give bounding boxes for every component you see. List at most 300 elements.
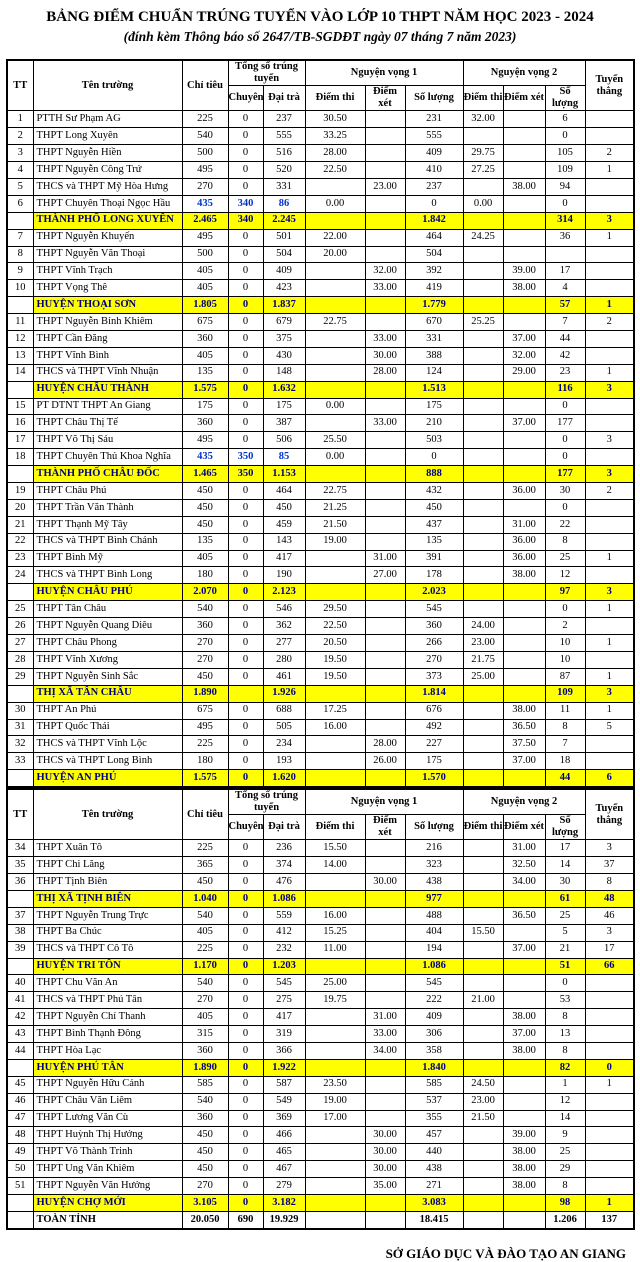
nv2-review-score-cell <box>503 1076 545 1093</box>
school-name-cell: THCS và THPT Phú Tân <box>33 992 182 1009</box>
grand-total-row <box>7 1211 634 1228</box>
school-name-cell: HUYỆN PHÚ TÂN <box>33 1059 182 1076</box>
nv2-quantity-cell: 10 <box>545 635 585 652</box>
school-name-cell: THPT Bình Thạnh Đông <box>33 1026 182 1043</box>
school-row <box>7 1093 634 1110</box>
general-cell: 412 <box>263 924 305 941</box>
district-total-row <box>7 770 634 787</box>
direct-admission-cell: 1 <box>585 1076 634 1093</box>
nv1-review-score-cell <box>365 499 405 516</box>
specialized-cell: 0 <box>228 145 263 162</box>
nv2-exam-score-cell <box>463 1043 503 1060</box>
general-cell: 450 <box>263 499 305 516</box>
nv2-quantity-cell: 5 <box>545 924 585 941</box>
general-cell: 232 <box>263 941 305 958</box>
direct-admission-cell: 1 <box>585 635 634 652</box>
nv1-exam-score-cell <box>305 331 365 348</box>
nv2-review-score-cell <box>503 635 545 652</box>
nv2-exam-score-cell: 24.00 <box>463 618 503 635</box>
nv2-review-score-cell <box>503 975 545 992</box>
nv2-exam-score-cell <box>463 466 503 483</box>
nv2-review-score-cell <box>503 145 545 162</box>
col-header-specialized: Chuyên <box>228 815 263 840</box>
specialized-cell: 0 <box>228 229 263 246</box>
district-total-row <box>7 1059 634 1076</box>
school-name-cell: THPT An Phú <box>33 702 182 719</box>
row-number-cell: 26 <box>7 618 33 635</box>
nv1-quantity-cell: 0 <box>405 449 463 466</box>
nv1-quantity-cell: 323 <box>405 857 463 874</box>
row-number-cell: 33 <box>7 753 33 770</box>
quota-cell: 3.105 <box>182 1195 228 1212</box>
direct-admission-cell <box>585 280 634 297</box>
nv2-quantity-cell: 0 <box>545 128 585 145</box>
row-number-cell: 21 <box>7 516 33 533</box>
school-row <box>7 314 634 331</box>
direct-admission-cell <box>585 347 634 364</box>
nv2-review-score-cell <box>503 1211 545 1228</box>
quota-cell: 225 <box>182 941 228 958</box>
nv1-review-score-cell <box>365 685 405 702</box>
score-tables-area <box>6 59 640 1230</box>
nv2-review-score-cell <box>503 229 545 246</box>
quota-cell: 2.070 <box>182 584 228 601</box>
nv2-review-score-cell <box>503 111 545 128</box>
specialized-cell: 0 <box>228 381 263 398</box>
nv2-review-score-cell: 38.00 <box>503 567 545 584</box>
quota-cell: 20.050 <box>182 1211 228 1228</box>
specialized-cell: 0 <box>228 1009 263 1026</box>
school-row <box>7 941 634 958</box>
nv2-quantity-cell: 42 <box>545 347 585 364</box>
school-name-cell: THCS và THPT Cô Tô <box>33 941 182 958</box>
specialized-cell: 0 <box>228 924 263 941</box>
general-cell: 2.245 <box>263 212 305 229</box>
quota-cell: 270 <box>182 992 228 1009</box>
nv1-review-score-cell: 31.00 <box>365 1009 405 1026</box>
nv1-quantity-cell: 392 <box>405 263 463 280</box>
nv2-quantity-cell: 0 <box>545 432 585 449</box>
direct-admission-cell <box>585 179 634 196</box>
nv1-review-score-cell <box>365 635 405 652</box>
quota-cell: 540 <box>182 907 228 924</box>
nv1-review-score-cell <box>365 924 405 941</box>
nv1-review-score-cell: 26.00 <box>365 753 405 770</box>
school-row <box>7 1127 634 1144</box>
quota-cell: 225 <box>182 111 228 128</box>
general-cell: 236 <box>263 840 305 857</box>
general-cell: 555 <box>263 128 305 145</box>
direct-admission-cell: 46 <box>585 907 634 924</box>
school-row <box>7 924 634 941</box>
nv2-exam-score-cell <box>463 432 503 449</box>
nv1-quantity-cell: 670 <box>405 314 463 331</box>
specialized-cell: 0 <box>228 398 263 415</box>
nv2-quantity-cell: 14 <box>545 857 585 874</box>
quota-cell: 1.040 <box>182 890 228 907</box>
school-row <box>7 162 634 179</box>
quota-cell: 405 <box>182 280 228 297</box>
nv1-quantity-cell: 488 <box>405 907 463 924</box>
general-cell: 1.153 <box>263 466 305 483</box>
school-name-cell: HUYỆN TRI TÔN <box>33 958 182 975</box>
school-name-cell: THPT Vĩnh Xương <box>33 651 182 668</box>
row-number-cell: 6 <box>7 195 33 212</box>
school-name-cell: THPT Vĩnh Trạch <box>33 263 182 280</box>
quota-cell: 1.575 <box>182 381 228 398</box>
nv1-exam-score-cell <box>305 685 365 702</box>
quota-cell: 270 <box>182 635 228 652</box>
quota-cell: 540 <box>182 601 228 618</box>
nv1-quantity-cell: 545 <box>405 975 463 992</box>
school-row <box>7 857 634 874</box>
quota-cell: 225 <box>182 840 228 857</box>
nv1-review-score-cell <box>365 212 405 229</box>
nv1-quantity-cell: 271 <box>405 1178 463 1195</box>
nv1-review-score-cell <box>365 516 405 533</box>
nv2-exam-score-cell <box>463 128 503 145</box>
school-name-cell: THCS và THPT Vĩnh Nhuận <box>33 364 182 381</box>
nv1-exam-score-cell <box>305 381 365 398</box>
score-table <box>6 59 635 788</box>
nv2-exam-score-cell: 27.25 <box>463 162 503 179</box>
nv2-review-score-cell <box>503 924 545 941</box>
nv1-quantity-cell: 227 <box>405 736 463 753</box>
general-cell: 467 <box>263 1161 305 1178</box>
row-number-cell <box>7 770 33 787</box>
row-number-cell <box>7 890 33 907</box>
nv2-quantity-cell: 177 <box>545 466 585 483</box>
school-row <box>7 449 634 466</box>
nv2-quantity-cell: 0 <box>545 195 585 212</box>
row-number-cell: 7 <box>7 229 33 246</box>
school-name-cell: PTTH Sư Phạm AG <box>33 111 182 128</box>
quota-cell: 270 <box>182 179 228 196</box>
row-number-cell: 14 <box>7 364 33 381</box>
school-name-cell: THPT Nguyễn Văn Thoại <box>33 246 182 263</box>
school-row <box>7 128 634 145</box>
nv1-review-score-cell <box>365 584 405 601</box>
nv1-review-score-cell: 33.00 <box>365 331 405 348</box>
nv2-exam-score-cell: 25.00 <box>463 668 503 685</box>
col-header-general: Đại trà <box>263 815 305 840</box>
quota-cell: 365 <box>182 857 228 874</box>
nv2-exam-score-cell <box>463 840 503 857</box>
general-cell: 193 <box>263 753 305 770</box>
nv2-exam-score-cell <box>463 533 503 550</box>
nv1-exam-score-cell <box>305 280 365 297</box>
row-number-cell: 29 <box>7 668 33 685</box>
general-cell: 275 <box>263 992 305 1009</box>
quota-cell: 405 <box>182 347 228 364</box>
nv1-quantity-cell: 410 <box>405 162 463 179</box>
specialized-cell: 0 <box>228 331 263 348</box>
direct-admission-cell: 3 <box>585 840 634 857</box>
nv1-review-score-cell <box>365 381 405 398</box>
row-number-cell: 11 <box>7 314 33 331</box>
nv1-exam-score-cell: 19.75 <box>305 992 365 1009</box>
general-cell: 679 <box>263 314 305 331</box>
district-total-row <box>7 1195 634 1212</box>
specialized-cell: 0 <box>228 1093 263 1110</box>
specialized-cell: 0 <box>228 1043 263 1060</box>
school-name-cell: THPT Nguyễn Sinh Sắc <box>33 668 182 685</box>
direct-admission-cell <box>585 1161 634 1178</box>
col-header-review-score: Điểm xét <box>503 815 545 840</box>
school-name-cell: HUYỆN AN PHÚ <box>33 770 182 787</box>
nv1-review-score-cell: 27.00 <box>365 567 405 584</box>
direct-admission-cell: 37 <box>585 857 634 874</box>
specialized-cell: 0 <box>228 1110 263 1127</box>
row-number-cell: 12 <box>7 331 33 348</box>
nv2-review-score-cell <box>503 1195 545 1212</box>
general-cell: 466 <box>263 1127 305 1144</box>
nv1-quantity-cell: 409 <box>405 1009 463 1026</box>
row-number-cell <box>7 1059 33 1076</box>
nv2-review-score-cell <box>503 992 545 1009</box>
row-number-cell: 3 <box>7 145 33 162</box>
school-name-cell: THPT Nguyễn Chí Thanh <box>33 1009 182 1026</box>
nv2-quantity-cell <box>545 246 585 263</box>
school-row <box>7 651 634 668</box>
specialized-cell: 0 <box>228 567 263 584</box>
direct-admission-cell: 8 <box>585 874 634 891</box>
nv1-review-score-cell: 30.00 <box>365 1144 405 1161</box>
district-total-row <box>7 381 634 398</box>
quota-cell: 1.890 <box>182 1059 228 1076</box>
school-name-cell: THPT Cần Đăng <box>33 331 182 348</box>
nv2-exam-score-cell <box>463 1161 503 1178</box>
nv2-exam-score-cell <box>463 212 503 229</box>
school-name-cell: HUYỆN CHÂU THÀNH <box>33 381 182 398</box>
direct-admission-cell: 5 <box>585 719 634 736</box>
nv1-quantity-cell: 545 <box>405 601 463 618</box>
nv2-review-score-cell <box>503 890 545 907</box>
general-cell: 148 <box>263 364 305 381</box>
nv1-quantity-cell: 492 <box>405 719 463 736</box>
school-name-cell: THPT Châu Phú <box>33 483 182 500</box>
col-header-exam-score: Điểm thi <box>305 86 365 111</box>
nv1-quantity-cell: 178 <box>405 567 463 584</box>
nv2-review-score-cell <box>503 1110 545 1127</box>
specialized-cell: 0 <box>228 1144 263 1161</box>
row-number-cell: 51 <box>7 1178 33 1195</box>
specialized-cell: 0 <box>228 601 263 618</box>
row-number-cell: 50 <box>7 1161 33 1178</box>
direct-admission-cell <box>585 331 634 348</box>
nv1-review-score-cell <box>365 128 405 145</box>
nv2-review-score-cell: 38.00 <box>503 702 545 719</box>
nv1-review-score-cell <box>365 162 405 179</box>
school-row <box>7 1178 634 1195</box>
general-cell: 546 <box>263 601 305 618</box>
nv1-quantity-cell: 504 <box>405 246 463 263</box>
school-name-cell: HUYỆN THOẠI SƠN <box>33 297 182 314</box>
direct-admission-cell: 1 <box>585 668 634 685</box>
nv2-quantity-cell: 53 <box>545 992 585 1009</box>
general-cell: 545 <box>263 975 305 992</box>
nv1-quantity-cell: 457 <box>405 1127 463 1144</box>
school-name-cell: THPT Bình Mỹ <box>33 550 182 567</box>
nv2-quantity-cell: 7 <box>545 736 585 753</box>
nv1-review-score-cell: 35.00 <box>365 1178 405 1195</box>
col-header-wish2: Nguyện vọng 2 <box>463 60 585 86</box>
nv2-review-score-cell: 31.00 <box>503 840 545 857</box>
quota-cell: 450 <box>182 874 228 891</box>
nv1-quantity-cell: 358 <box>405 1043 463 1060</box>
nv2-quantity-cell: 36 <box>545 229 585 246</box>
specialized-cell: 0 <box>228 719 263 736</box>
nv1-exam-score-cell <box>305 770 365 787</box>
specialized-cell: 0 <box>228 415 263 432</box>
nv2-exam-score-cell <box>463 280 503 297</box>
school-name-cell: THPT Chi Lăng <box>33 857 182 874</box>
quota-cell: 360 <box>182 415 228 432</box>
quota-cell: 1.890 <box>182 685 228 702</box>
nv1-exam-score-cell: 21.50 <box>305 516 365 533</box>
row-number-cell: 23 <box>7 550 33 567</box>
quota-cell: 180 <box>182 567 228 584</box>
quota-cell: 1.170 <box>182 958 228 975</box>
col-header-review-score: Điểm xét <box>365 86 405 111</box>
general-cell: 237 <box>263 111 305 128</box>
quota-cell: 1.805 <box>182 297 228 314</box>
quota-cell: 450 <box>182 668 228 685</box>
specialized-cell: 0 <box>228 958 263 975</box>
nv2-review-score-cell: 39.00 <box>503 1127 545 1144</box>
row-number-cell: 46 <box>7 1093 33 1110</box>
direct-admission-cell <box>585 128 634 145</box>
general-cell: 430 <box>263 347 305 364</box>
nv2-quantity-cell: 21 <box>545 941 585 958</box>
school-row <box>7 550 634 567</box>
school-name-cell: THPT Thạnh Mỹ Tây <box>33 516 182 533</box>
school-name-cell: THPT Chuyên Thoại Ngọc Hầu <box>33 195 182 212</box>
row-number-cell: 47 <box>7 1110 33 1127</box>
quota-cell: 180 <box>182 753 228 770</box>
specialized-cell: 0 <box>228 907 263 924</box>
nv2-exam-score-cell <box>463 1009 503 1026</box>
quota-cell: 450 <box>182 1144 228 1161</box>
page-title: BẢNG ĐIỂM CHUẨN TRÚNG TUYỂN VÀO LỚP 10 THPT NĂM HỌC 2023 - 2024 <box>46 9 594 25</box>
direct-admission-cell: 2 <box>585 314 634 331</box>
direct-admission-cell <box>585 415 634 432</box>
col-header-quantity: Số lượng <box>405 86 463 111</box>
nv2-quantity-cell: 8 <box>545 1009 585 1026</box>
specialized-cell: 0 <box>228 1059 263 1076</box>
specialized-cell: 0 <box>228 1076 263 1093</box>
school-row <box>7 516 634 533</box>
school-name-cell: THPT Nguyễn Hữu Cảnh <box>33 1076 182 1093</box>
school-row <box>7 1026 634 1043</box>
school-row <box>7 1076 634 1093</box>
col-header-direct: Tuyển thẳng <box>585 789 634 840</box>
general-cell: 461 <box>263 668 305 685</box>
nv1-quantity-cell: 503 <box>405 432 463 449</box>
quota-cell: 270 <box>182 1178 228 1195</box>
document-page <box>0 8 640 1261</box>
nv2-exam-score-cell <box>463 331 503 348</box>
school-row <box>7 635 634 652</box>
district-total-row <box>7 890 634 907</box>
school-row <box>7 907 634 924</box>
nv2-review-score-cell <box>503 618 545 635</box>
issuer-signature: SỞ GIÁO DỤC VÀ ĐÀO TẠO AN GIANG <box>385 1245 626 1261</box>
nv1-review-score-cell <box>365 1076 405 1093</box>
nv1-quantity-cell: 432 <box>405 483 463 500</box>
general-cell: 143 <box>263 533 305 550</box>
general-cell: 476 <box>263 874 305 891</box>
general-cell: 234 <box>263 736 305 753</box>
nv1-review-score-cell <box>365 668 405 685</box>
specialized-cell: 0 <box>228 668 263 685</box>
district-total-row <box>7 466 634 483</box>
general-cell: 279 <box>263 1178 305 1195</box>
nv2-quantity-cell: 8 <box>545 1043 585 1060</box>
nv2-review-score-cell <box>503 466 545 483</box>
nv1-exam-score-cell <box>305 736 365 753</box>
col-header-tt: TT <box>7 60 33 111</box>
direct-admission-cell <box>585 263 634 280</box>
nv1-quantity-cell: 266 <box>405 635 463 652</box>
col-header-direct: Tuyển thẳng <box>585 60 634 111</box>
direct-admission-cell: 1 <box>585 702 634 719</box>
direct-admission-cell <box>585 195 634 212</box>
nv2-exam-score-cell <box>463 1127 503 1144</box>
nv1-exam-score-cell <box>305 1127 365 1144</box>
nv1-exam-score-cell: 11.00 <box>305 941 365 958</box>
nv1-review-score-cell <box>365 449 405 466</box>
nv2-quantity-cell: 10 <box>545 651 585 668</box>
district-total-row <box>7 212 634 229</box>
direct-admission-cell: 2 <box>585 483 634 500</box>
nv2-review-score-cell: 37.00 <box>503 941 545 958</box>
nv2-exam-score-cell <box>463 347 503 364</box>
nv2-quantity-cell: 116 <box>545 381 585 398</box>
row-number-cell: 17 <box>7 432 33 449</box>
nv1-quantity-cell: 437 <box>405 516 463 533</box>
nv1-quantity-cell: 1.570 <box>405 770 463 787</box>
direct-admission-cell <box>585 111 634 128</box>
nv2-review-score-cell: 37.00 <box>503 415 545 432</box>
nv2-exam-score-cell <box>463 907 503 924</box>
row-number-cell: 37 <box>7 907 33 924</box>
school-name-cell: THPT Châu Văn Liêm <box>33 1093 182 1110</box>
row-number-cell: 10 <box>7 280 33 297</box>
school-row <box>7 719 634 736</box>
general-cell: 375 <box>263 331 305 348</box>
quota-cell: 450 <box>182 499 228 516</box>
nv1-exam-score-cell <box>305 584 365 601</box>
direct-admission-cell <box>585 992 634 1009</box>
nv2-quantity-cell: 0 <box>545 449 585 466</box>
nv2-quantity-cell: 17 <box>545 263 585 280</box>
school-name-cell: THPT Nguyễn Quang Diêu <box>33 618 182 635</box>
nv2-quantity-cell: 44 <box>545 331 585 348</box>
nv1-review-score-cell <box>365 1211 405 1228</box>
nv1-review-score-cell: 30.00 <box>365 1161 405 1178</box>
nv2-exam-score-cell <box>463 297 503 314</box>
school-name-cell: THCS và THPT Bình Chánh <box>33 533 182 550</box>
nv2-quantity-cell: 23 <box>545 364 585 381</box>
direct-admission-cell: 3 <box>585 584 634 601</box>
quota-cell: 2.465 <box>182 212 228 229</box>
nv1-quantity-cell: 216 <box>405 840 463 857</box>
nv2-exam-score-cell <box>463 1178 503 1195</box>
general-cell: 1.926 <box>263 685 305 702</box>
general-cell: 319 <box>263 1026 305 1043</box>
nv1-exam-score-cell: 22.50 <box>305 618 365 635</box>
